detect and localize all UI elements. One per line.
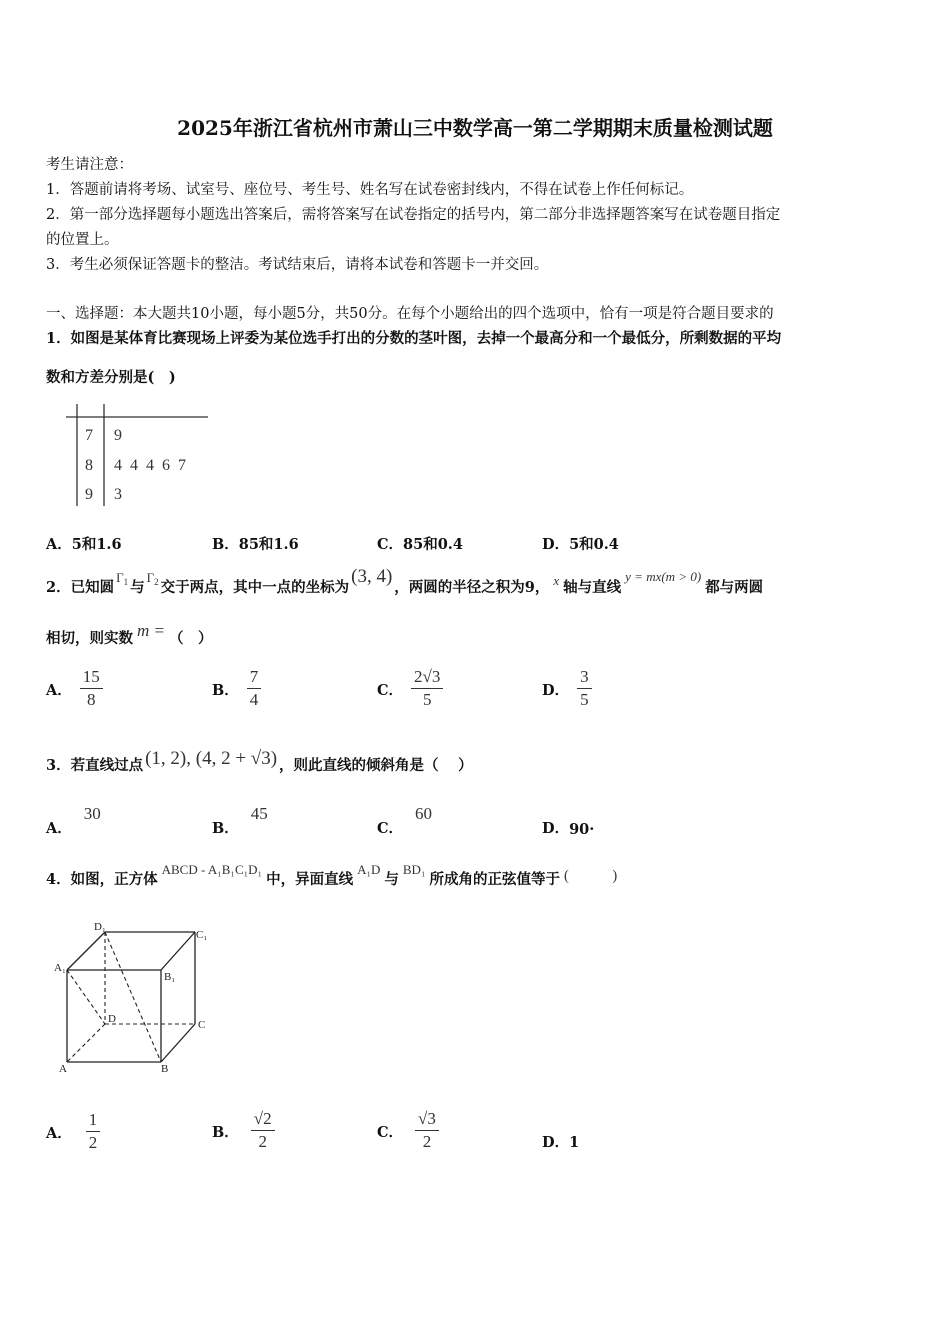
q2-option-a-label: A． (46, 681, 72, 699)
q2-text-line2 (46, 622, 213, 652)
q2-line2-part1: 相切，则实数 (46, 629, 133, 647)
q2-part5: 轴与直线 (563, 578, 622, 596)
q4-option-b-num: √2 (251, 1110, 275, 1131)
q4-line-b: BD₁ (402, 862, 426, 877)
notice-item-2: 2．第一部分选择题每小题选出答案后，需将答案写在试卷指定的括号内，第二部分非选择题答案写在试卷题目指定 (46, 207, 781, 223)
q3-option-a[interactable] (46, 804, 101, 838)
q1-option-a[interactable]: A．5和1.6 (46, 536, 122, 553)
label-d: D (108, 1013, 116, 1025)
notice-item-3: 3．考生必须保证答题卡的整洁。考试结束后，请将本试卷和答题卡一并交回。 (46, 257, 549, 273)
q2-option-d-num: 3 (577, 668, 592, 689)
q1-option-b[interactable]: B．85和1.6 (212, 536, 299, 553)
q4-option-a-num: 1 (86, 1111, 101, 1132)
q2-option-c-num: 2√3 (411, 668, 443, 689)
label-b1: B₁ (164, 971, 176, 983)
q2-option-b-label: B． (212, 681, 239, 699)
gamma2 (147, 570, 159, 587)
line-b-d1 (105, 932, 161, 1062)
q4-option-a-frac (86, 1111, 101, 1152)
q2-part4: ，两圆的半径之积为9， (394, 578, 550, 596)
line-a1-d (67, 970, 105, 1024)
q2-option-a-frac (80, 668, 103, 709)
q2-x-var: x (553, 573, 560, 588)
q3-option-c-value: 60 (415, 804, 433, 823)
q2-option-c-den: 5 (422, 690, 432, 709)
notice-heading: 考生请注意： (46, 157, 133, 173)
q4-option-a-label: A． (46, 1124, 72, 1142)
gamma2-symbol: Γ (146, 569, 155, 585)
q4-option-d-value: 1 (569, 1134, 580, 1151)
gamma2-sub: 2 (154, 576, 159, 587)
q3-option-a-value: 30 (83, 804, 101, 823)
q2-option-a-num: 15 (80, 668, 103, 689)
q2-part2: 与 (130, 578, 145, 596)
q1-option-d[interactable]: D．5和0.4 (542, 536, 619, 553)
edge-b1-c1 (161, 932, 195, 970)
q2-option-d-label: D． (542, 681, 570, 699)
q2-option-c-label: C． (377, 681, 404, 699)
stem-9: 9 (85, 486, 93, 503)
q1-text-line2: 数和方差分别是( ) (46, 369, 176, 386)
q3-option-b-label: B． (212, 820, 239, 837)
q1-option-c[interactable]: C．85和0.4 (377, 536, 463, 553)
stem-leaf-plot (60, 400, 220, 512)
q2-option-a[interactable] (46, 666, 103, 712)
q2-text-line1 (46, 568, 763, 604)
q4-option-d-label: D． (542, 1134, 570, 1151)
q2-option-b-den: 4 (249, 690, 259, 709)
q4-option-d[interactable] (542, 1131, 579, 1152)
q4-option-b[interactable] (212, 1104, 275, 1158)
gamma1-symbol: Γ (116, 569, 124, 585)
q4-part4: 所成角的正弦值等于 (429, 870, 560, 888)
q4-part3: 与 (384, 870, 399, 888)
q4-option-c-num: √3 (415, 1110, 439, 1131)
q2-point: (3, 4) (351, 566, 393, 587)
q4-cube: ABCD - A₁B₁C₁D₁ (161, 862, 263, 877)
q2-part6: 都与两圆 (705, 578, 764, 596)
q4-option-b-den: 2 (258, 1132, 267, 1151)
q4-option-c-den: 2 (422, 1132, 432, 1151)
q3-points: (1, 2), (4, 2 + √3) (145, 748, 278, 769)
notice-item-2-cont: 的位置上。 (46, 232, 119, 248)
gamma1 (116, 570, 128, 587)
q2-option-c[interactable] (377, 666, 443, 712)
q4-option-b-label: B． (212, 1123, 239, 1141)
q4-part1: 4．如图，正方体 (46, 870, 158, 888)
q4-paren: ( ) (563, 867, 618, 884)
q4-part2: 中，异面直线 (266, 870, 354, 888)
q2-option-a-den: 8 (87, 690, 96, 709)
edge-b-c (161, 1024, 195, 1062)
q4-option-a[interactable] (46, 1107, 100, 1157)
q2-option-d[interactable] (542, 666, 592, 712)
q2-option-b-num: 7 (247, 668, 262, 689)
q3-part2: ，则此直线的倾斜角是（ ） (279, 756, 473, 774)
q4-option-a-den: 2 (88, 1133, 98, 1152)
q2-option-b[interactable] (212, 666, 261, 712)
q2-option-b-frac (247, 668, 262, 709)
label-b: B (161, 1063, 169, 1075)
cube-figure (50, 918, 220, 1078)
q2-m-eq: m = (137, 621, 165, 640)
stem-8: 8 (85, 457, 93, 474)
q3-option-c-label: C． (377, 820, 404, 837)
q3-option-a-label: A． (46, 820, 72, 837)
edge-d-a-hidden (67, 1024, 105, 1062)
q2-line-eq: y = mx(m > 0) (625, 569, 702, 584)
q2-option-c-frac (411, 668, 443, 709)
q2-part1: 2．已知圆 (46, 578, 115, 596)
q2-line2-part2: （ ） (169, 629, 213, 647)
q4-option-c[interactable] (377, 1104, 439, 1158)
q2-option-d-den: 5 (580, 690, 589, 709)
q4-option-c-frac (415, 1110, 439, 1151)
q4-option-c-label: C． (377, 1123, 404, 1141)
gamma1-sub: 1 (123, 576, 129, 587)
leaves-7: 9 (114, 427, 122, 444)
q3-option-c[interactable] (377, 804, 433, 838)
q4-text (46, 860, 617, 896)
leaves-8: 4 4 4 6 7 (114, 457, 186, 474)
q3-text (46, 746, 473, 782)
leaves-9: 3 (114, 486, 122, 503)
q2-option-d-frac (577, 668, 592, 709)
label-a: A (59, 1063, 67, 1075)
label-c1: C₁ (196, 929, 208, 941)
stem-7: 7 (85, 427, 93, 444)
q3-part1: 3．若直线过点 (46, 756, 144, 774)
edge-a1-d1 (67, 932, 105, 970)
q3-option-d-value: 90· (569, 821, 595, 838)
notice-item-1: 1．答题前请将考场、试室号、座位号、考生号、姓名写在试卷密封线内，不得在试卷上作任何标记。 (46, 182, 694, 198)
label-c: C (198, 1019, 206, 1031)
label-d1: D₁ (94, 921, 106, 933)
q3-option-b[interactable] (212, 804, 268, 838)
q3-option-b-value: 45 (250, 804, 268, 823)
q4-line-a: A₁D (357, 862, 381, 877)
page-title: 2025年浙江省杭州市萧山三中数学高一第二学期期末质量检测试题 (177, 116, 773, 140)
q1-text-line1: 1．如图是某体育比赛现场上评委为某位选手打出的分数的茎叶图，去掉一个最高分和一个最低分，所剩数据的平均 (46, 330, 782, 347)
q3-option-d[interactable] (542, 808, 594, 838)
q3-option-d-label: D． (542, 820, 570, 837)
label-a1: A₁ (54, 962, 66, 974)
q4-option-b-frac (251, 1110, 275, 1151)
section-heading: 一、选择题：本大题共10小题，每小题5分，共50分。在每个小题给出的四个选项中，恰有一项是符合题目要求的 (46, 306, 774, 322)
q2-part3: 交于两点，其中一点的坐标为 (160, 578, 350, 596)
